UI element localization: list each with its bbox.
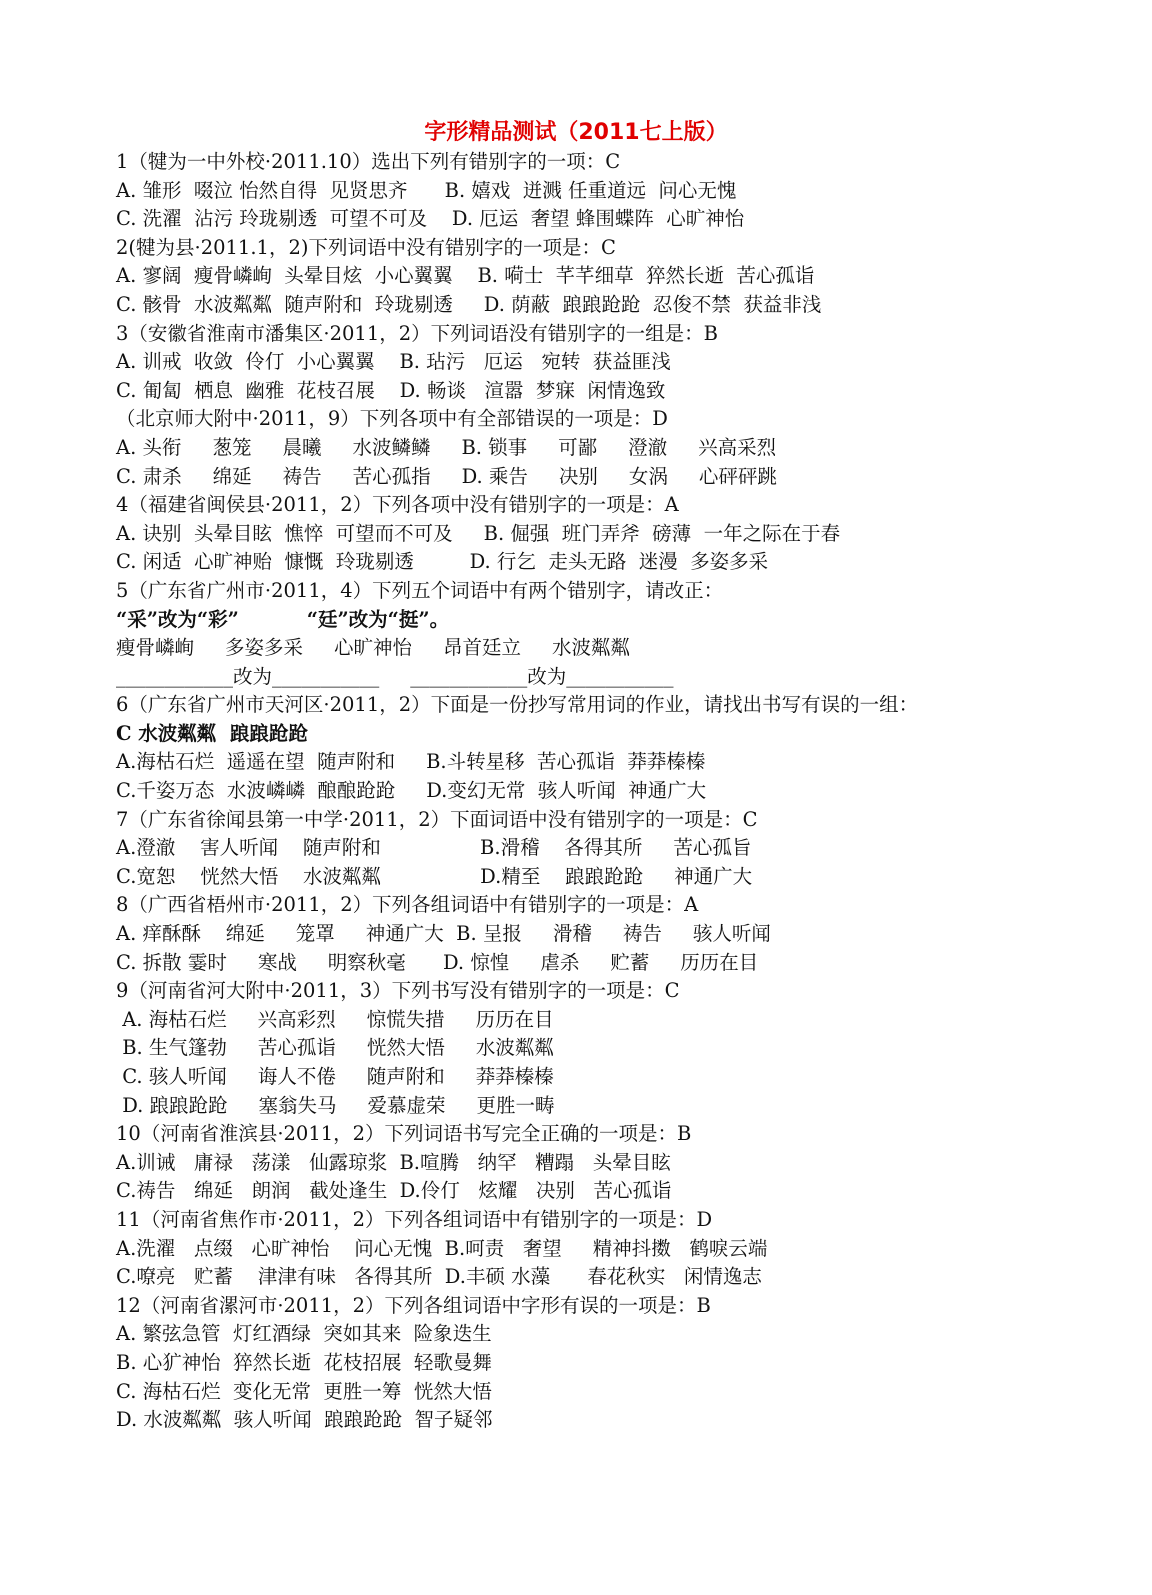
- question-line: 3（安徽省淮南市潘集区·2011，2）下列词语没有错别字的一组是：B: [116, 321, 718, 345]
- option-line: C.祷告 绵延 朗润 截处逢生 D.伶仃 炫耀 决别 苦心孤诣: [116, 1179, 672, 1203]
- question-line: 10（河南省淮滨县·2011，2）下列词语书写完全正确的一项是：B: [116, 1122, 692, 1146]
- option-line: A. 诀别 头晕目眩 憔悴 可望而不可及 B. 倔强 班门弄斧 磅薄 一年之际在于春: [116, 521, 841, 545]
- question-line: 2(犍为县·2011.1，2)下列词语中没有错别字的一项是：C: [116, 235, 616, 259]
- option-line: D. 踉踉跄跄 塞翁失马 爱慕虚荣 更胜一畴: [116, 1093, 555, 1117]
- option-line: A. 海枯石烂 兴高彩烈 惊慌失措 历历在目: [116, 1007, 554, 1031]
- document-body: [116, 148, 1136, 1435]
- question-line: （北京师大附中·2011，9）下列各项中有全部错误的一项是：D: [116, 407, 668, 431]
- option-line: A. 头衔 葱笼 晨曦 水波鳞鳞 B. 锁事 可鄙 澄澈 兴高采烈: [116, 435, 777, 459]
- option-line: A.海枯石烂 遥遥在望 随声附和 B.斗转星移 苦心孤诣 莽莽榛榛: [116, 750, 706, 774]
- option-line: C. 肃杀 绵延 祷告 苦心孤指 D. 乘告 决别 女涡 心砰砰跳: [116, 464, 777, 488]
- answer-line: C 水波粼粼 踉踉跄跄: [116, 721, 308, 745]
- option-line: C. 匍匐 栖息 幽雅 花枝召展 D. 畅谈 渲嚣 梦寐 闲情逸致: [116, 378, 666, 402]
- option-line: B. 心犷神怡 猝然长逝 花枝招展 轻歌曼舞: [116, 1350, 492, 1374]
- question-line: 8（广西省梧州市·2011，2）下列各组词语中有错别字的一项是：A: [116, 893, 699, 917]
- option-line: C. 海枯石烂 变化无常 更胜一筹 恍然大悟: [116, 1379, 492, 1403]
- option-line: C. 拆散 霎时 寒战 明察秋毫 D. 惊惶 虐杀 贮蓄 历历在目: [116, 950, 759, 974]
- option-line: A.澄澈 害人听闻 随声附和 B.滑稽 各得其所 苦心孤旨: [116, 836, 752, 860]
- question-line: 12（河南省漯河市·2011，2）下列各组词语中字形有误的一项是：B: [116, 1293, 711, 1317]
- question-line: 6（广东省广州市天河区·2011，2）下面是一份抄写常用词的作业，请找出书写有误的一组：: [116, 693, 919, 717]
- option-line: C.千姿万态 水波嶙嶙 酿酿跄跄 D.变幻无常 骇人听闻 神通广大: [116, 779, 707, 803]
- option-line: A. 寥阔 瘦骨嶙峋 头晕目炫 小心翼翼 B. 嗬士 芊芊细草 猝然长逝 苦心孤诣: [116, 264, 815, 288]
- question-line: 11（河南省焦作市·2011，2）下列各组词语中有错别字的一项是：D: [116, 1207, 713, 1231]
- option-line: A.训诫 庸禄 荡漾 仙露琼浆 B.喧腾 纳罕 糟蹋 头晕目眩: [116, 1150, 671, 1174]
- option-line: A. 训戒 收敛 伶仃 小心翼翼 B. 玷污 厄运 宛转 获益匪浅: [116, 350, 671, 374]
- option-line: C.嘹亮 贮蓄 津津有味 各得其所 D.丰硕 水藻 春花秋实 闲情逸志: [116, 1265, 762, 1289]
- answer-line: “采”改为“彩” “廷”改为“挺”。: [116, 607, 450, 631]
- question-line: 1（犍为一中外校·2011.10）选出下列有错别字的一项：C: [116, 150, 621, 173]
- question-line: 5（广东省广州市·2011，4）下列五个词语中有两个错别字，请改正：: [116, 578, 724, 602]
- option-line: B. 生气篷勃 苦心孤诣 恍然大悟 水波粼粼: [116, 1036, 554, 1060]
- option-line: C. 闲适 心旷神贻 慷慨 玲珑剔透 D. 行乞 走头无路 迷漫 多姿多采: [116, 550, 769, 574]
- option-line: D. 水波粼粼 骇人听闻 踉踉跄跄 智子疑邻: [116, 1408, 493, 1432]
- question-line: 4（福建省闽侯县·2011，2）下列各项中没有错别字的一项是：A: [116, 493, 679, 517]
- option-line: C. 洗濯 沾污 玲珑剔透 可望不可及 D. 厄运 奢望 蜂围蝶阵 心旷神怡: [116, 207, 745, 231]
- question-line: 7（广东省徐闻县第一中学·2011，2）下面词语中没有错别字的一项是：C: [116, 807, 758, 831]
- option-line: C. 骇人听闻 诲人不倦 随声附和 莽莽榛榛: [116, 1065, 554, 1088]
- page-title: 字形精品测试（2011七上版）: [424, 120, 728, 145]
- option-line: C. 骸骨 水波粼粼 随声附和 玲珑剔透 D. 荫蔽 踉踉跄跄 忍俊不禁 获益非浅: [116, 292, 822, 316]
- option-line: A. 繁弦急管 灯红酒绿 突如其来 险象迭生: [116, 1322, 492, 1346]
- question-line: 9（河南省河大附中·2011，3）下列书写没有错别字的一项是：C: [116, 979, 680, 1003]
- fill-in-line: ____________改为___________ ____________改为___________: [116, 664, 674, 688]
- option-line: C.宽恕 恍然大悟 水波粼粼 D.精至 踉踉跄跄 神通广大: [116, 864, 753, 888]
- option-line: A. 痒酥酥 绵延 笼罩 神通广大 B. 呈报 滑稽 祷告 骇人听闻: [116, 922, 771, 946]
- option-line: A.洗濯 点缀 心旷神怡 问心无愧 B.呵责 奢望 精神抖擞 鹤唳云端: [116, 1236, 768, 1260]
- option-line: 瘦骨嶙峋 多姿多采 心旷神怡 昂首廷立 水波粼粼: [116, 636, 630, 660]
- option-line: A. 雏形 啜泣 怡然自得 见贤思齐 B. 嬉戏 迸溅 任重道远 问心无愧: [116, 178, 737, 202]
